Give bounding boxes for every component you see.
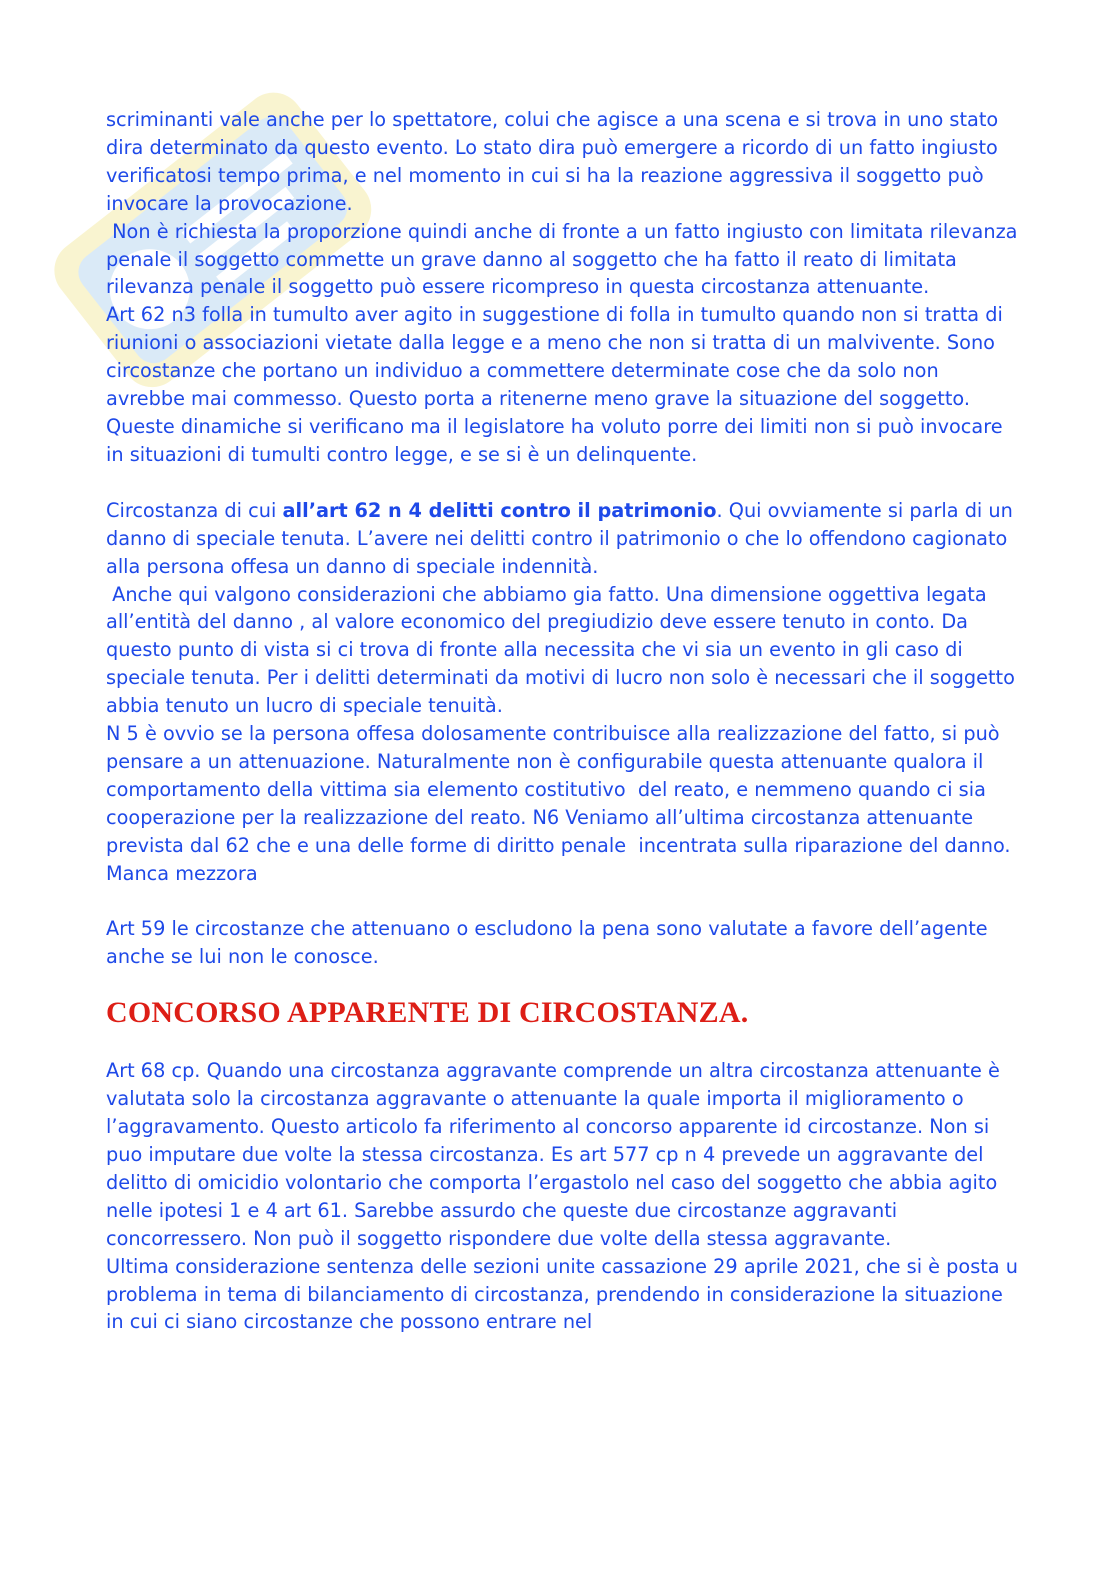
bold-reference: all’art 62 n 4 delitti contro il patrimonio (282, 498, 717, 522)
paragraph: Ultima considerazione sentenza delle sezioni unite cassazione 29 aprile 2021, che si è posta u problema in tema di bilanciamento di circostanza, prendendo in considerazione la situazione in cui ci siano circostanze che possono entrare nel (106, 1254, 1018, 1334)
paragraph: scriminanti vale anche per lo spettatore, colui che agisce a una scena e si trova in uno stato dira determinato da questo evento. Lo stato dira può emergere a ricordo di un fatto ingiusto verificatosi tempo prima, e nel momento in cui si ha la reazione aggressiva il soggetto può invocare la provocazione. (106, 108, 999, 215)
paragraph: Non è richiesta la proporzione quindi anche di fronte a un fatto ingiusto con limitata rilevanza penale il soggetto commette un grave danno al soggetto che ha fatto il reato di limitata rilevanza penale il soggetto può essere ricompreso in questa circostanza attenuante. (106, 219, 1018, 299)
paragraph-text: Circostanza di cui (106, 498, 283, 522)
paragraph: Art 59 le circostanze che attenuano o escludono la pena sono valutate a favore dell’agente anche se lui non le conosce. (106, 917, 988, 969)
paragraph: Anche qui valgono considerazioni che abbiamo gia fatto. Una dimensione oggettiva legata all’entità del danno , al valore economico del pregiudizio deve essere tenuto in conto. Da questo punto di vista si ci trova di fronte alla necessita che vi sia un evento in gli caso di speciale tenuta. Per i delitti determinati da motivi di lucro non solo è necessari che il soggetto abbia tenuto un lucro di speciale tenuità. (106, 582, 1015, 718)
document-body (106, 106, 1018, 1336)
paragraph: Art 62 n3 folla in tumulto aver agito in suggestione di folla in tumulto quando non si tratta di riunioni o associazioni vietate dalla legge e a meno che non si tratta di un malvivente. Sono circostanze che portano un individuo a commettere determinate cose che da solo non avrebbe mai commesso. Questo porta a ritenerne meno grave la situazione del soggetto. Queste dinamiche si verificano ma il legislatore ha voluto porre dei limiti non si può invocare in situazioni di tumulti contro legge, e se si è un delinquente. (106, 303, 1003, 466)
paragraph: N 5 è ovvio se la persona offesa dolosamente contribuisce alla realizzazione del fatto, si può pensare a un attenuazione. Naturalmente non è configurabile questa attenuante qualora il comportamento della vittima sia elemento costitutivo del reato, e nemmeno quando ci sia cooperazione per la realizzazione del reato. N6 Veniamo all’ultima circostanza attenuante prevista dal 62 che e una delle forme di diritto penale incentrata sulla riparazione del danno. Manca mezzora (106, 722, 1011, 885)
paragraph-gap (106, 469, 1018, 497)
paragraph-text: . Qui ovviamente si parla di un danno di speciale tenuta. L’avere nei delitti contro il patrimonio o che lo offendono cagionato alla persona offesa un danno di speciale indennità. (106, 498, 1013, 578)
paragraph (106, 497, 1018, 581)
paragraph-gap (106, 887, 1018, 915)
paragraph: Art 68 cp. Quando una circostanza aggravante comprende un altra circostanza attenuante è valutata solo la circostanza aggravante o attenuante la quale importa il miglioramento o l’aggravamento. Questo articolo fa riferimento al concorso apparente id circostanze. Non si puo imputare due volte la stessa circostanza. Es art 577 cp n 4 prevede un aggravante del delitto di omicidio volontario che comporta l’ergastolo nel caso del soggetto che abbia agito nelle ipotesi 1 e 4 art 61. Sarebbe assurdo che queste due circostanze aggravanti concorressero. Non può il soggetto rispondere due volte della stessa aggravante. (106, 1059, 1000, 1250)
section-heading: CONCORSO APPARENTE DI CIRCOSTANZA. (106, 996, 749, 1030)
